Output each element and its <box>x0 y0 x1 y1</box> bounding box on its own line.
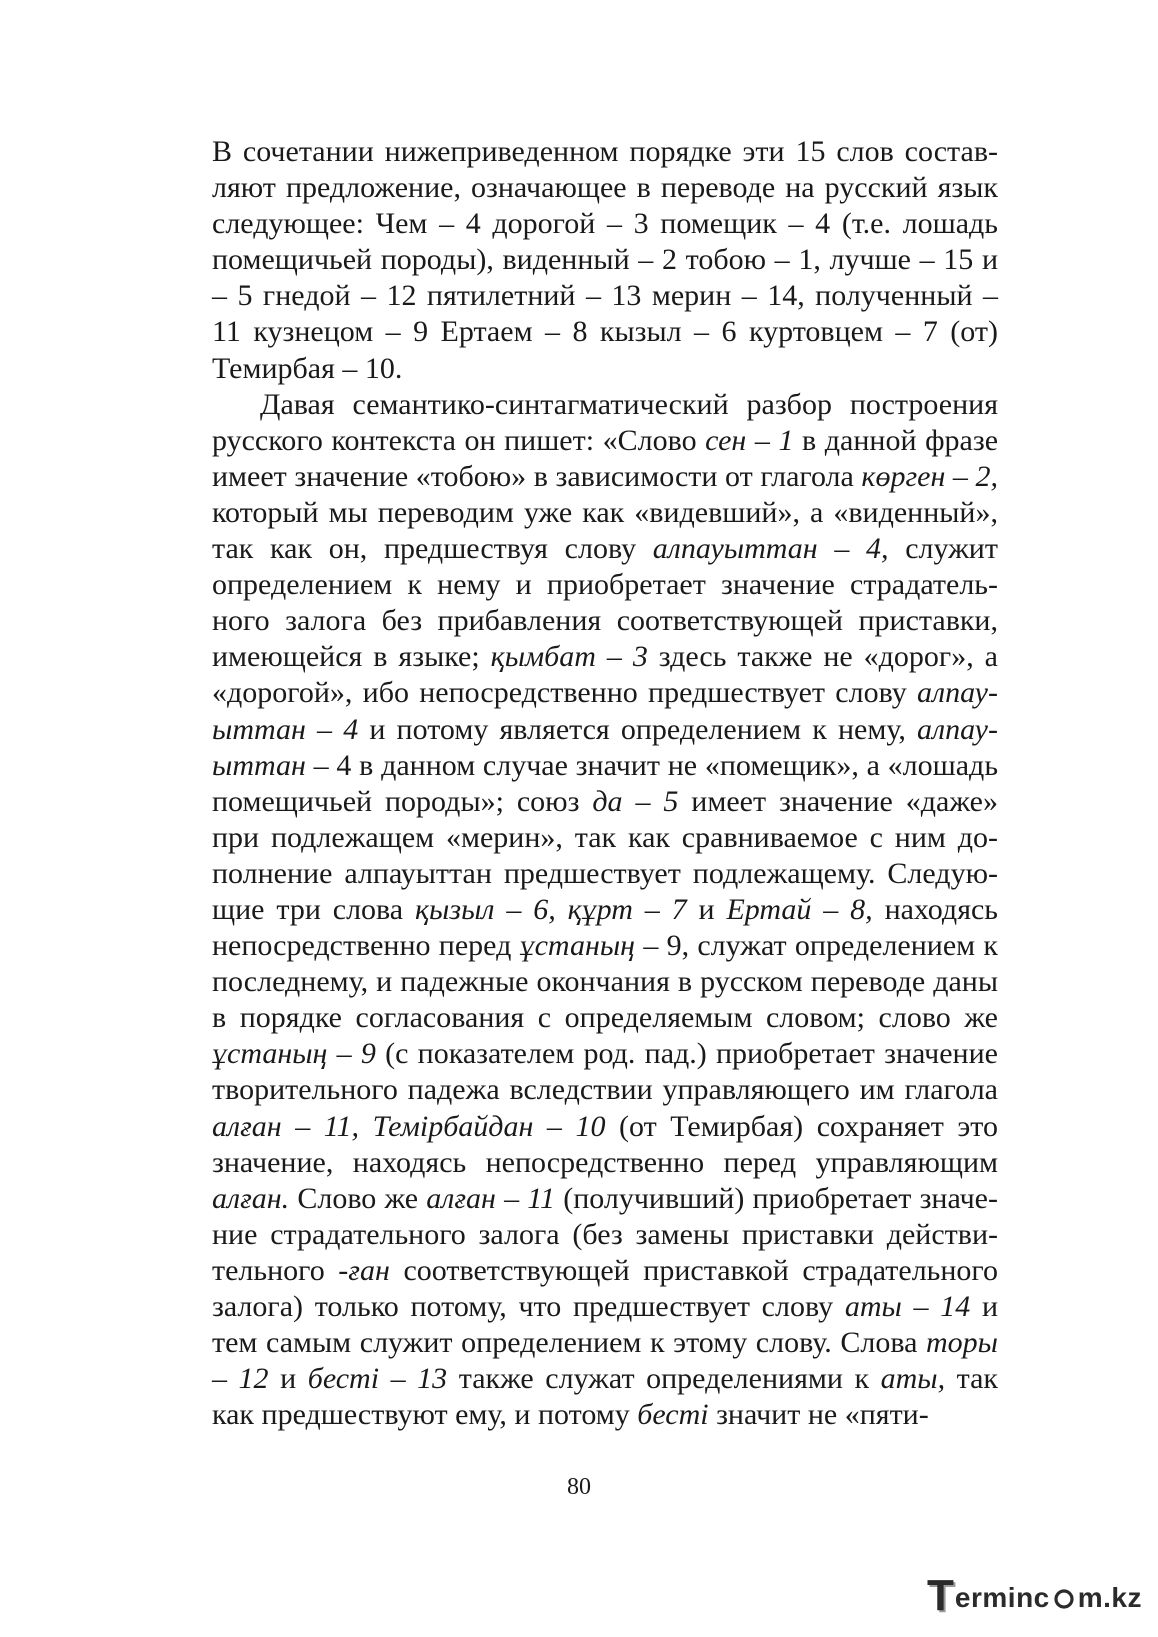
text-run: (от Темирбая) сохраняет это значение, находясь непосредственно перед управляющим <box>212 1109 998 1179</box>
italic-term: да – 5 <box>592 784 679 818</box>
italic-term: сен – 1 <box>705 423 794 457</box>
page-number: 80 <box>567 1474 591 1500</box>
italic-term: бесті <box>637 1398 709 1432</box>
text-run: и <box>686 892 727 926</box>
italic-term: Ертай – 8, <box>726 892 873 926</box>
text-run: в данной фразе имеет значение «тобою» в зависимости от глагола <box>212 423 999 493</box>
text-run: (с показателем род. пад.) приобретает значение творительного падежа вследствии управляющего им глагола <box>212 1037 998 1107</box>
watermark-letter-t: T <box>927 1571 954 1620</box>
text-run: – 4 в данном случае значит не «помещик», а «лошадь помещичьей породы»; союз <box>212 748 998 818</box>
italic-term: бесті – 13 <box>307 1362 448 1396</box>
italic-term: көрген – 2, <box>861 459 998 493</box>
text-run: имеет значение «даже» при подлежащем «мерин», так как сравниваемое с ним дополнение алпауыттан предшествует подлежащему. Следующие три слова <box>212 784 998 926</box>
text-run: находясь непосредственно перед <box>212 892 998 963</box>
terminkom-watermark-logo <box>927 1573 1142 1623</box>
text-run: Давая семантико-синтагматический разбор построения русского контекста он пишет: «Слово <box>212 387 998 457</box>
italic-term: алпауыттан <box>212 712 999 782</box>
italic-term: ұстаның – 9 <box>212 1037 376 1071</box>
italic-term: алпауыттан – 4 <box>212 676 998 746</box>
italic-term: торы – 12 <box>212 1326 998 1396</box>
text-run: В сочетании нижеприведенном порядке эти 15 слов составляют предложение, означающее в переводе на русский язык следующее: Чем – 4 дорогой – 3 помещик – 4 (т.е. лошадь помещичьей породы), виденный – 2 тобою – 1, лучше – 15 и – 5 гнедой – 12 пятилетний – 13 мерин – 14, полученный – 11 кузнецом – 9 Ертаем – 8 кызыл – 6 куртовцем – 7 (от) Темирбая – 10. <box>212 135 998 385</box>
watermark-text-end: m.kz <box>1077 1582 1142 1613</box>
italic-term: ұстаның <box>519 929 636 963</box>
watermark-text-start: erminc <box>954 1582 1050 1613</box>
paragraph-2 <box>212 387 998 1434</box>
text-run: и <box>268 1362 308 1396</box>
page-body <box>212 134 998 1433</box>
text-run: соответствующей приставкой страдательного залога) только потому, что предшествует слову <box>212 1253 998 1323</box>
italic-term: алған. <box>212 1181 290 1215</box>
italic-term: алпауыттан – 4, <box>652 532 889 566</box>
text-run: Слово же <box>289 1181 427 1215</box>
text-run: и потому является определением к нему, <box>358 712 917 746</box>
italic-term: қызыл – 6, құрт – 7 <box>415 892 687 926</box>
text-run: здесь также не «дорог», а «дорогой», ибо непосредственно предшествует слову <box>212 640 998 710</box>
text-run: – 9, служат определением к последнему, и падежные окончания в русском переводе даны в порядке согласования с определяемым словом; слово же <box>212 929 998 1035</box>
italic-term: аты – 14 <box>844 1290 971 1323</box>
paragraph-1 <box>212 134 998 387</box>
text-run: служит определением к нему и приобретает значение страдательного залога без прибавления соответствующей приставки, имеющейся в языке; <box>212 532 998 674</box>
text-run: также служат определениями к <box>447 1362 881 1396</box>
italic-term: аты, <box>880 1362 946 1396</box>
text-run: который мы переводим уже как «видевший», а «виденный», так как он, предшествуя слову <box>212 495 998 566</box>
watermark-circle-o-icon <box>1051 1585 1077 1611</box>
italic-term: қымбат – 3 <box>490 640 648 674</box>
text-run: так как предшествуют ему, и потому <box>212 1362 998 1432</box>
text-run: (получивший) приобретает значение страдательного залога (без замены приставки действительного <box>212 1181 998 1287</box>
text-run: значит не «пяти- <box>708 1398 929 1432</box>
italic-term: алған – 11 <box>426 1181 556 1215</box>
italic-term: -ған <box>338 1253 390 1287</box>
text-run: и тем самым служит определением к этому слову. Слова <box>212 1290 999 1360</box>
italic-term: алған – 11, Темірбайдан – 10 <box>212 1109 606 1143</box>
